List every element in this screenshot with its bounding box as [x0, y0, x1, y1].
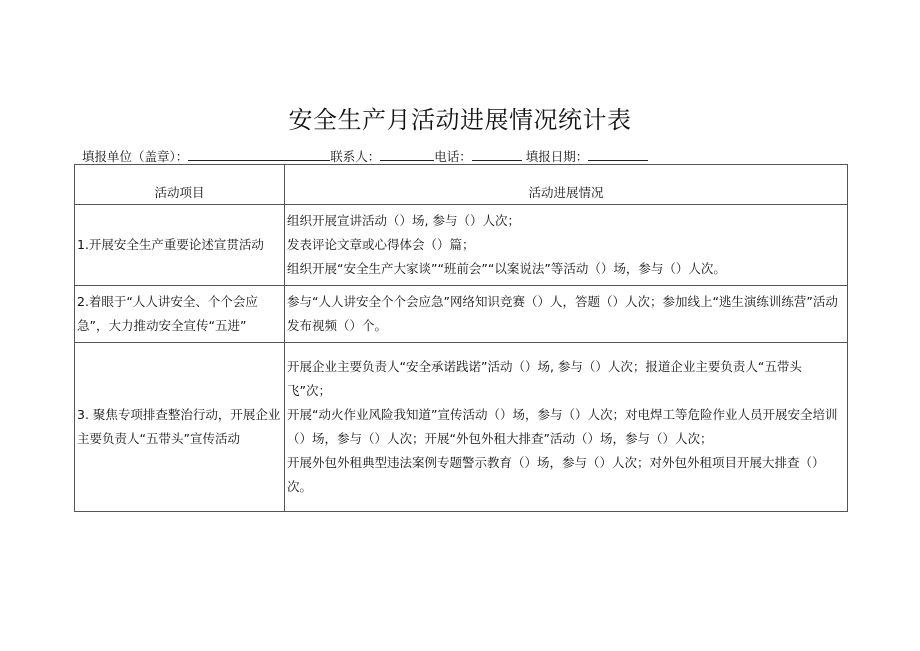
- phone-label: 电话：: [434, 149, 472, 164]
- phone-blank[interactable]: [472, 148, 522, 161]
- activity-detail-cell: [285, 205, 848, 286]
- activity-item-cell: 1.开展安全生产重要论述宣贯活动: [75, 205, 285, 286]
- form-fields-line: [82, 147, 648, 165]
- contact-blank[interactable]: [380, 148, 434, 161]
- date-blank[interactable]: [588, 148, 648, 161]
- stats-table: [74, 164, 848, 512]
- date-label: 填报日期：: [525, 149, 589, 164]
- page-title: 安全生产月活动进展情况统计表: [288, 106, 632, 134]
- detail-line: 组织开展宣讲活动（）场, 参与（）人次；: [287, 213, 520, 228]
- detail-line: 参与“人人讲安全个个会应急”网络知识竞赛（）人，答题（）人次；参加线上“逃生演练训练营”活动发布视频（）个。: [287, 294, 838, 333]
- table-row: [75, 205, 848, 286]
- activity-item-cell: 3. 聚焦专项排查整治行动，开展企业主要负责人“五带头”宣传活动: [75, 343, 285, 512]
- contact-label: 联系人：: [330, 149, 381, 164]
- activity-detail-cell: [285, 286, 848, 343]
- header-activity-progress: 活动进展情况: [285, 165, 848, 205]
- detail-line: 开展“动火作业风险我知道”宣传活动（）场，参与（）人次；对电焊工等危险作业人员开展安全培训（）场，参与（）人次；开展“外包外租大排查”活动（）场，参与（）人次；: [287, 407, 838, 446]
- detail-line: 开展外包外租典型违法案例专题警示教育（）场，参与（）人次；对外包外租项目开展大排查（）次。: [287, 455, 825, 494]
- detail-line: 发表评论文章或心得体会（）篇；: [287, 237, 475, 252]
- detail-line: 组织开展“安全生产大家谈”“班前会”“以案说法”等活动（）场，参与（）人次。: [287, 261, 726, 276]
- activity-detail-cell: [285, 343, 848, 512]
- table-row: [75, 286, 848, 343]
- table-header-row: [75, 165, 848, 205]
- table-row: [75, 343, 848, 512]
- header-activity-item: 活动项目: [75, 165, 285, 205]
- activity-item-cell: 2.着眼于“人人讲安全、个个会应急”，大力推动安全宣传“五进”: [75, 286, 285, 343]
- unit-blank[interactable]: [188, 148, 330, 161]
- detail-line: 开展企业主要负责人“安全承诺践诺”活动（）场, 参与（）人次；报道企业主要负责人“五带头飞”次；: [287, 359, 802, 398]
- unit-label: 填报单位（盖章）：: [82, 149, 189, 164]
